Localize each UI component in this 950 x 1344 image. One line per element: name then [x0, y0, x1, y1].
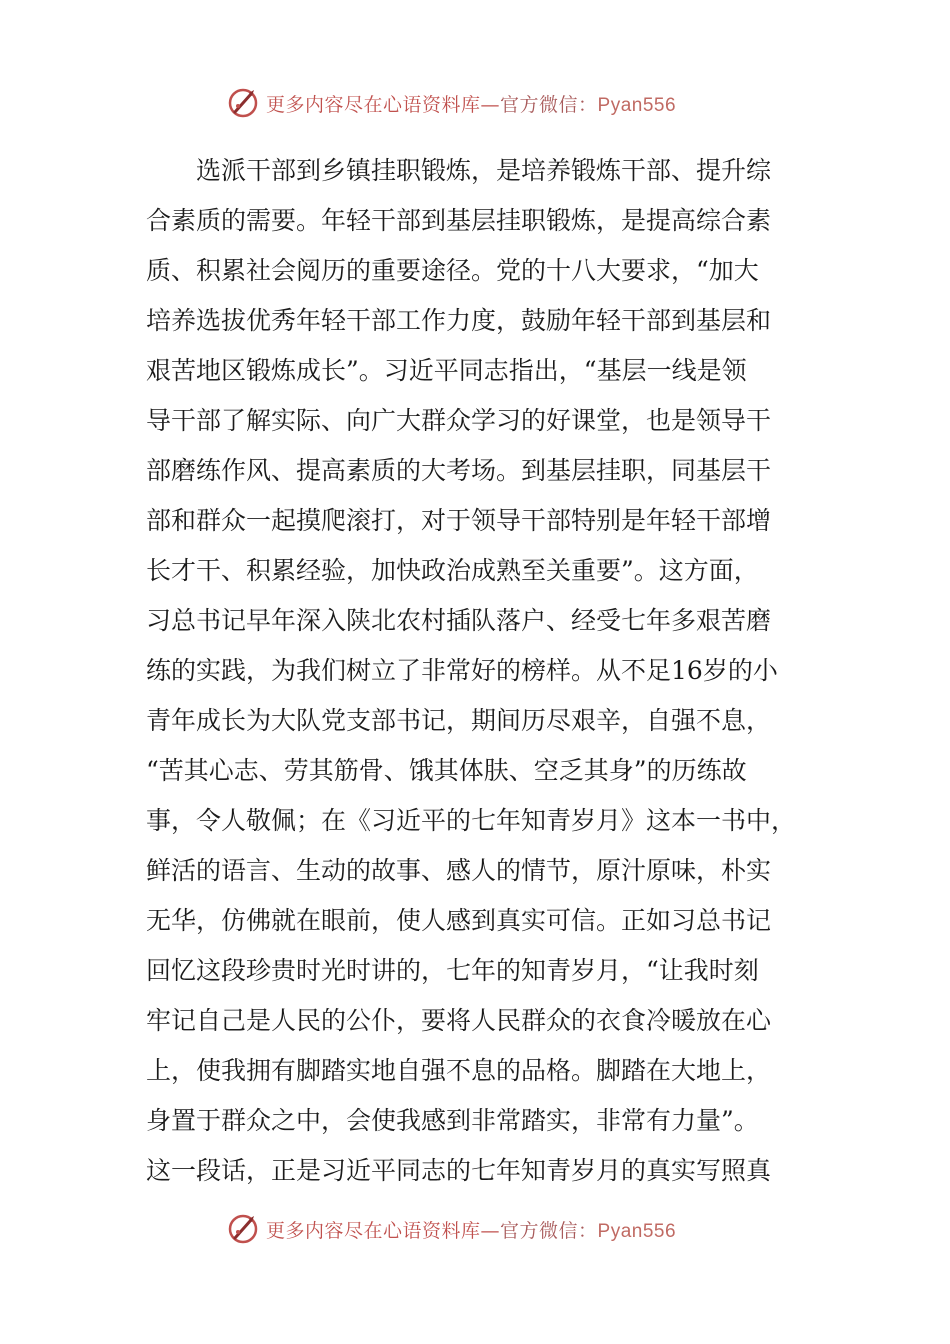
body-line: 牢记自己是人民的公仆，要将人民群众的衣食冷暖放在心 [146, 1006, 772, 1035]
body-line: 鲜活的语言、生动的故事、感人的情节，原汁原味，朴实 [146, 856, 772, 885]
pen-logo-icon [226, 1212, 260, 1246]
banner-account: Pyan556 [597, 1220, 677, 1242]
document-body [146, 146, 796, 1196]
body-line: 回忆这段珍贵时光时讲的，七年的知青岁月，“让我时刻 [146, 956, 759, 985]
header-banner [226, 83, 746, 123]
body-line: 身置于群众之中，会使我感到非常踏实，非常有力量”。 [146, 1106, 759, 1135]
body-line: 青年成长为大队党支部书记，期间历尽艰辛，自强不息， [146, 706, 772, 735]
pen-logo-icon [226, 86, 260, 120]
body-line: 上，使我拥有脚踏实地自强不息的品格。脚踏在大地上， [146, 1056, 772, 1085]
body-line: 质、积累社会阅历的重要途径。党的十八大要求，“加大 [146, 256, 759, 285]
body-line: 练的实践，为我们树立了非常好的榜样。从不足16岁的小 [146, 656, 778, 685]
body-line: 事，令人敬佩；在《习近平的七年知青岁月》这本一书中， [146, 806, 797, 835]
body-line: 艰苦地区锻炼成长”。习近平同志指出，“基层一线是领 [146, 356, 747, 385]
body-line: 选派干部到乡镇挂职锻炼，是培养锻炼干部、提升综 [146, 156, 772, 185]
body-line: 长才干、积累经验，加快政治成熟至关重要”。这方面， [146, 556, 759, 585]
body-line: 部磨练作风、提高素质的大考场。到基层挂职，同基层干 [146, 456, 772, 485]
banner-dash: — [480, 1219, 501, 1242]
body-line: “苦其心志、劳其筋骨、饿其体肤、空乏其身”的历练故 [146, 756, 747, 785]
banner-account: Pyan556 [597, 94, 677, 116]
body-line: 培养选拔优秀年轻干部工作力度，鼓励年轻干部到基层和 [146, 306, 772, 335]
banner-text [266, 90, 676, 117]
body-line: 无华，仿佛就在眼前，使人感到真实可信。正如习总书记 [146, 906, 772, 935]
banner-wechat-label: 官方微信： [500, 93, 598, 116]
banner-main: 更多内容尽在心语资料库 [266, 1219, 481, 1242]
body-line: 这一段话，正是习近平同志的七年知青岁月的真实写照真 [146, 1156, 772, 1185]
body-line: 部和群众一起摸爬滚打，对于领导干部特别是年轻干部增 [146, 506, 772, 535]
banner-text [266, 1216, 676, 1243]
banner-dash: — [480, 93, 501, 116]
body-line: 习总书记早年深入陕北农村插队落户、经受七年多艰苦磨 [146, 606, 772, 635]
banner-wechat-label: 官方微信： [500, 1219, 598, 1242]
body-line: 导干部了解实际、向广大群众学习的好课堂，也是领导干 [146, 406, 772, 435]
footer-banner [226, 1209, 746, 1249]
banner-main: 更多内容尽在心语资料库 [266, 93, 481, 116]
body-line: 合素质的需要。年轻干部到基层挂职锻炼，是提高综合素 [146, 206, 772, 235]
